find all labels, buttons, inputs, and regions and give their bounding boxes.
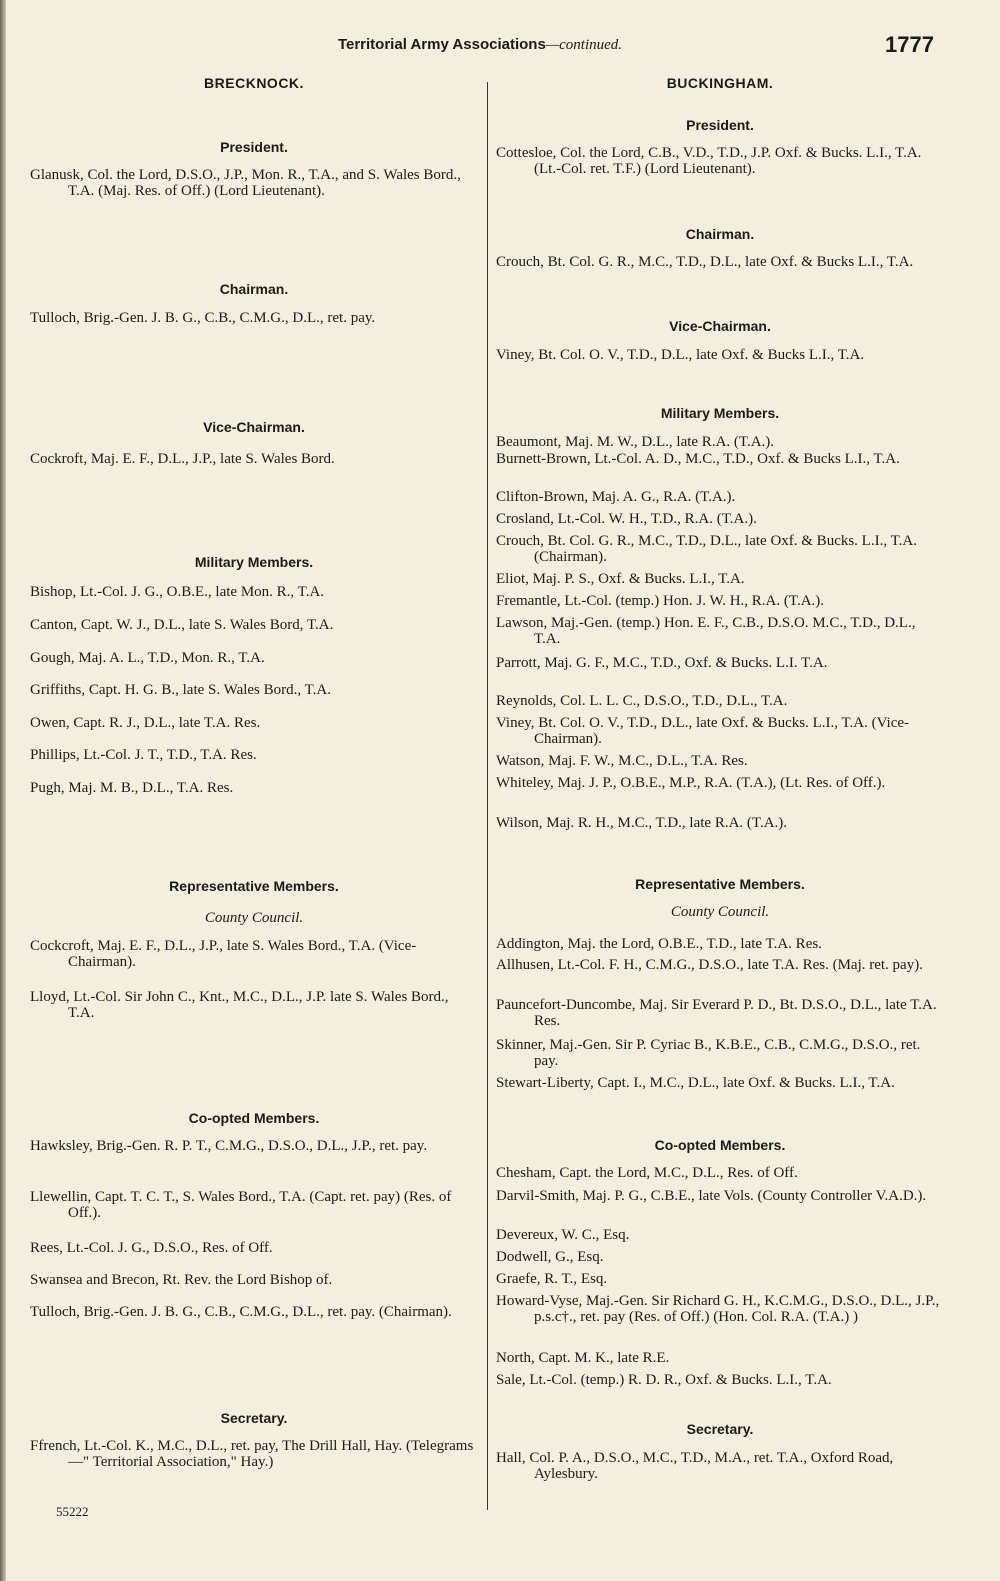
list-item: Rees, Lt.-Col. J. G., D.S.O., Res. of Off. xyxy=(30,1240,273,1256)
list-item: Griffiths, Capt. H. G. B., late S. Wales Bord., T.A. xyxy=(30,682,331,698)
county-council-subheading: County Council. xyxy=(204,910,304,926)
county-council-subheading: County Council. xyxy=(670,904,770,920)
list-item: Graefe, R. T., Esq. xyxy=(496,1271,608,1287)
list-item: Tulloch, Brig.-Gen. J. B. G., C.B., C.M.G., D.L., ret. pay. (Chairman). xyxy=(30,1304,452,1320)
coopted-members-heading: Co-opted Members. xyxy=(654,1137,786,1153)
secretary-entry: Hall, Col. P. A., D.S.O., M.C., T.D., M.A., ret. T.A., Oxford Road, Aylesbury. xyxy=(496,1450,894,1482)
list-item: Eliot, Maj. P. S., Oxf. & Bucks. L.I., T.A. xyxy=(496,571,745,587)
list-item: Bishop, Lt.-Col. J. G., O.B.E., late Mon. R., T.A. xyxy=(30,584,325,600)
coopted-members-heading: Co-opted Members. xyxy=(188,1110,320,1126)
list-item: Burnett-Brown, Lt.-Col. A. D., M.C., T.D., Oxf. & Bucks L.I., T.A. xyxy=(496,451,900,467)
running-head xyxy=(300,36,660,54)
list-item: Beaumont, Maj. M. W., D.L., late R.A. (T.A.). xyxy=(496,434,775,450)
vice-chairman-entry: Cockroft, Maj. E. F., D.L., J.P., late S. Wales Bord. xyxy=(30,451,335,467)
county-title: BRECKNOCK. xyxy=(204,75,304,91)
representative-members-heading: Representative Members. xyxy=(169,878,339,894)
secretary-heading: Secretary. xyxy=(220,1410,288,1426)
list-item: Skinner, Maj.-Gen. Sir P. Cyriac B., K.B.E., C.B., C.M.G., D.S.O., ret. pay. xyxy=(496,1037,921,1069)
list-item: Wilson, Maj. R. H., M.C., T.D., late R.A. (T.A.). xyxy=(496,815,788,831)
secretary-heading: Secretary. xyxy=(686,1421,754,1437)
chairman-entry: Crouch, Bt. Col. G. R., M.C., T.D., D.L., late Oxf. & Bucks L.I., T.A. xyxy=(496,254,914,270)
president-entry: Glanusk, Col. the Lord, D.S.O., J.P., Mon. R., T.A., and S. Wales Bord., T.A. (Maj. Res. of Off.) (Lord Lieutenant). xyxy=(30,167,461,199)
list-item: Sale, Lt.-Col. (temp.) R. D. R., Oxf. & Bucks. L.I., T.A. xyxy=(496,1372,832,1388)
list-item: Crosland, Lt.-Col. W. H., T.D., R.A. (T.A.). xyxy=(496,511,757,527)
book-spine-shadow xyxy=(0,0,6,1581)
vice-chairman-entry: Viney, Bt. Col. O. V., T.D., D.L., late Oxf. & Bucks L.I., T.A. xyxy=(496,347,865,363)
list-item: Fremantle, Lt.-Col. (temp.) Hon. J. W. H., R.A. (T.A.). xyxy=(496,593,825,609)
list-item: Viney, Bt. Col. O. V., T.D., D.L., late Oxf. & Bucks. L.I., T.A. (Vice-Chairman). xyxy=(496,715,910,747)
military-members-heading: Military Members. xyxy=(660,405,780,421)
list-item: North, Capt. M. K., late R.E. xyxy=(496,1350,670,1366)
county-title: BUCKINGHAM. xyxy=(666,75,774,91)
list-item: Chesham, Capt. the Lord, M.C., D.L., Res. of Off. xyxy=(496,1165,798,1181)
running-head-suffix: —continued. xyxy=(545,37,623,53)
list-item: Addington, Maj. the Lord, O.B.E., T.D., late T.A. Res. xyxy=(496,936,822,952)
list-item: Swansea and Brecon, Rt. Rev. the Lord Bishop of. xyxy=(30,1272,333,1288)
chairman-entry: Tulloch, Brig.-Gen. J. B. G., C.B., C.M.G., D.L., ret. pay. xyxy=(30,310,376,326)
president-heading: President. xyxy=(220,139,288,155)
list-item: Pauncefort-Duncombe, Maj. Sir Everard P. D., Bt. D.S.O., D.L., late T.A. Res. xyxy=(496,997,937,1029)
list-item: Cockcroft, Maj. E. F., D.L., J.P., late S. Wales Bord., T.A. (Vice-Chairman). xyxy=(30,938,417,970)
secretary-entry: Ffrench, Lt.-Col. K., M.C., D.L., ret. pay, The Drill Hall, Hay. (Telegrams—" Territorial Association," Hay.) xyxy=(30,1438,474,1470)
vice-chairman-heading: Vice-Chairman. xyxy=(203,419,305,435)
military-members-heading: Military Members. xyxy=(194,554,314,570)
column-divider xyxy=(487,82,488,1510)
print-code: 55222 xyxy=(56,1504,89,1519)
list-item: Clifton-Brown, Maj. A. G., R.A. (T.A.). xyxy=(496,489,736,505)
running-head-title: Territorial Army Associations xyxy=(337,36,546,53)
list-item: Stewart-Liberty, Capt. I., M.C., D.L., late Oxf. & Bucks. L.I., T.A. xyxy=(496,1075,895,1091)
list-item: Phillips, Lt.-Col. J. T., T.D., T.A. Res. xyxy=(30,747,257,763)
list-item: Owen, Capt. R. J., D.L., late T.A. Res. xyxy=(30,715,261,731)
chairman-heading: Chairman. xyxy=(219,281,289,297)
president-heading: President. xyxy=(686,117,754,133)
list-item: Pugh, Maj. M. B., D.L., T.A. Res. xyxy=(30,780,234,796)
list-item: Gough, Maj. A. L., T.D., Mon. R., T.A. xyxy=(30,650,265,666)
president-entry: Cottesloe, Col. the Lord, C.B., V.D., T.D., J.P. Oxf. & Bucks. L.I., T.A. (Lt.-Col. ret. T.F.) (Lord Lieutenant). xyxy=(496,145,922,177)
representative-members-heading: Representative Members. xyxy=(635,876,805,892)
vice-chairman-heading: Vice-Chairman. xyxy=(669,318,771,334)
list-item: Devereux, W. C., Esq. xyxy=(496,1227,630,1243)
list-item: Darvil-Smith, Maj. P. G., C.B.E., late Vols. (County Controller V.A.D.). xyxy=(496,1188,927,1204)
list-item: Crouch, Bt. Col. G. R., M.C., T.D., D.L., late Oxf. & Bucks. L.I., T.A. (Chairman). xyxy=(496,533,917,565)
list-item: Watson, Maj. F. W., M.C., D.L., T.A. Res. xyxy=(496,753,748,769)
list-item: Reynolds, Col. L. L. C., D.S.O., T.D., D.L., T.A. xyxy=(496,693,788,709)
list-item: Howard-Vyse, Maj.-Gen. Sir Richard G. H., K.C.M.G., D.S.O., D.L., J.P., p.s.c†., ret. pay (Res. of Off.) (Hon. Col. R.A. (T.A.) ) xyxy=(496,1293,940,1325)
list-item: Allhusen, Lt.-Col. F. H., C.M.G., D.S.O., late T.A. Res. (Maj. ret. pay). xyxy=(496,957,923,973)
list-item: Lloyd, Lt.-Col. Sir John C., Knt., M.C., D.L., J.P. late S. Wales Bord., T.A. xyxy=(30,989,449,1021)
list-item: Canton, Capt. W. J., D.L., late S. Wales Bord, T.A. xyxy=(30,617,334,633)
list-item: Llewellin, Capt. T. C. T., S. Wales Bord., T.A. (Capt. ret. pay) (Res. of Off.). xyxy=(30,1189,452,1221)
list-item: Parrott, Maj. G. F., M.C., T.D., Oxf. & Bucks. L.I. T.A. xyxy=(496,655,828,671)
list-item: Lawson, Maj.-Gen. (temp.) Hon. E. F., C.B., D.S.O. M.C., T.D., D.L., T.A. xyxy=(496,615,916,647)
page-number: 1777 xyxy=(885,32,934,57)
list-item: Hawksley, Brig.-Gen. R. P. T., C.M.G., D.S.O., D.L., J.P., ret. pay. xyxy=(30,1138,428,1154)
list-item: Dodwell, G., Esq. xyxy=(496,1249,604,1265)
chairman-heading: Chairman. xyxy=(685,226,755,242)
list-item: Whiteley, Maj. J. P., O.B.E., M.P., R.A. (T.A.), (Lt. Res. of Off.). xyxy=(496,775,886,791)
